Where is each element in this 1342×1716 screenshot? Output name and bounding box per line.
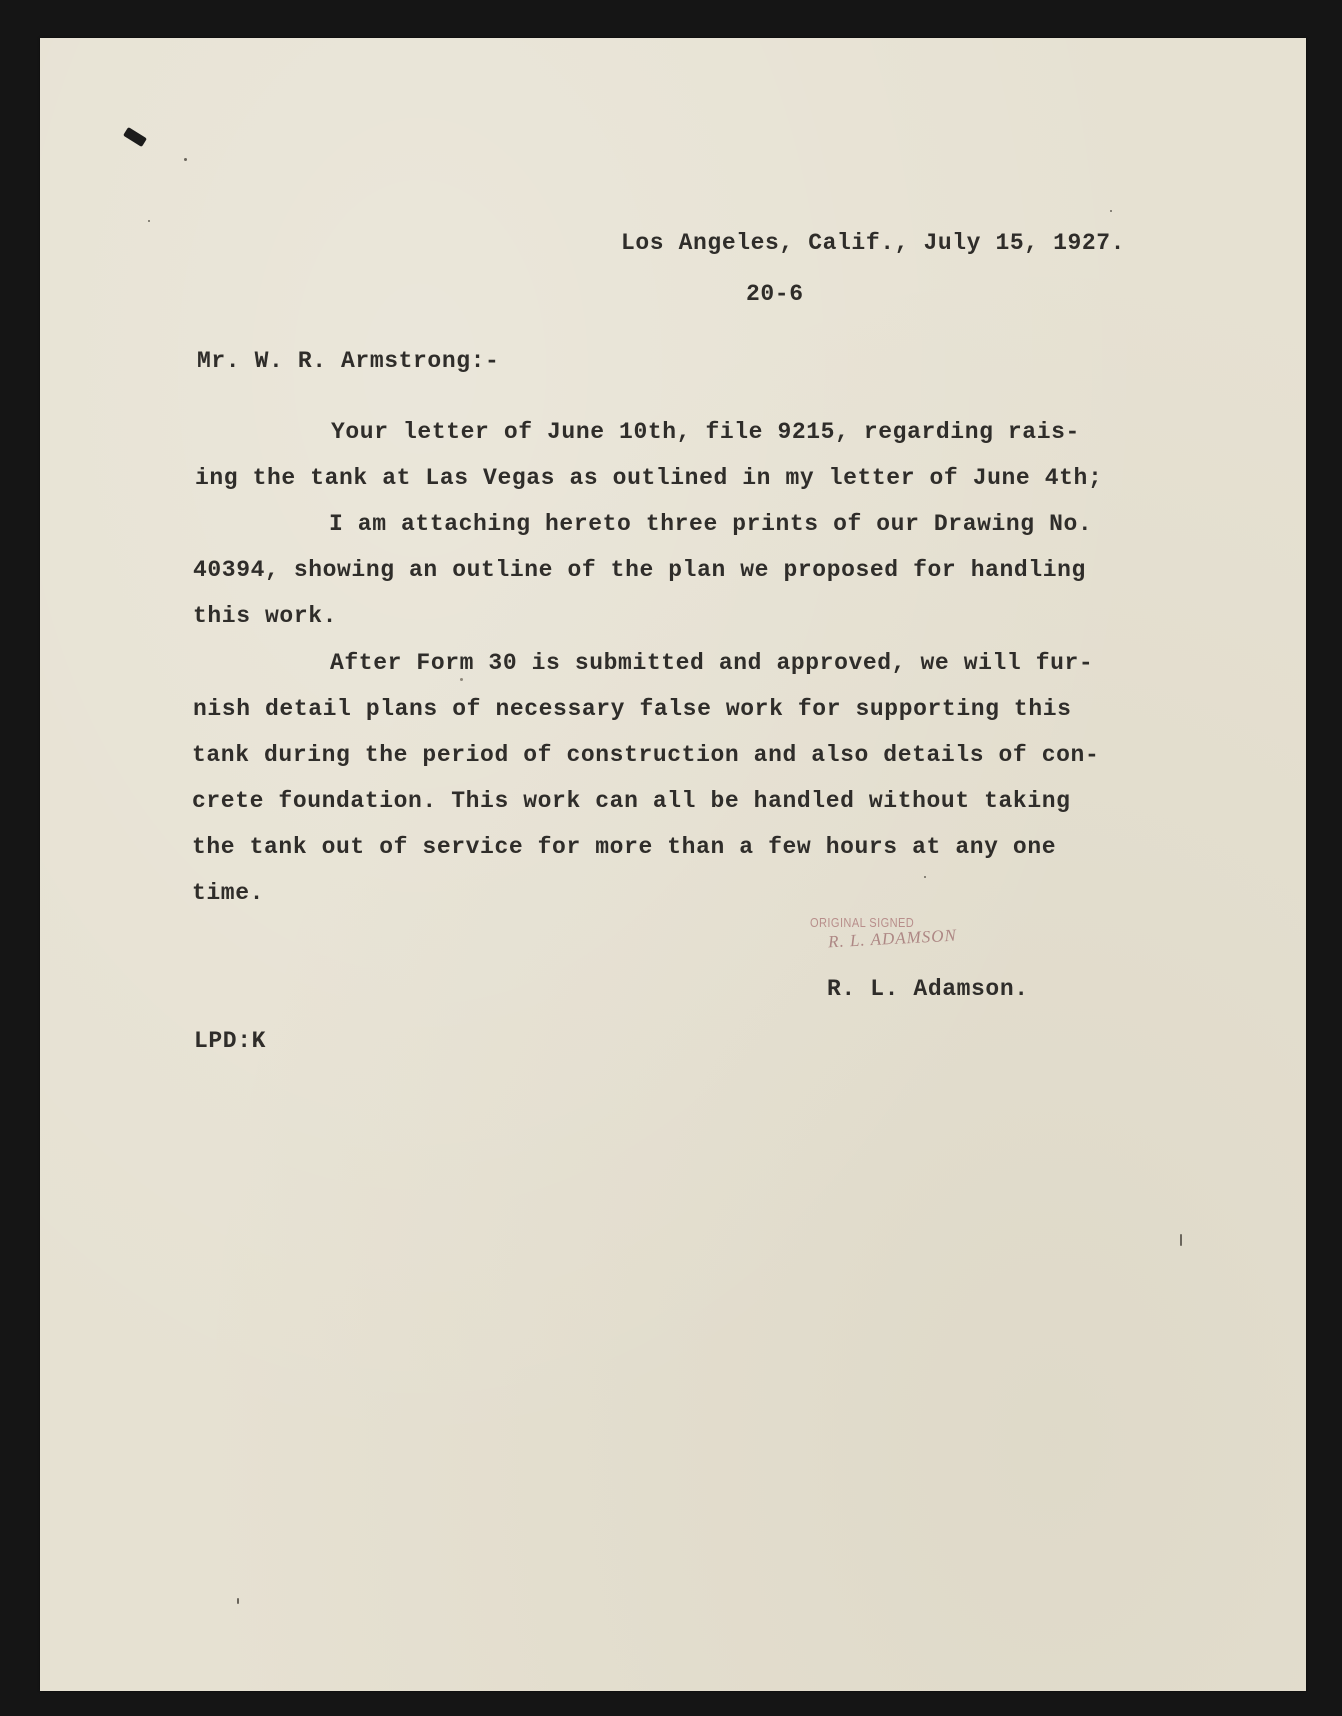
body-line-6: After Form 30 is submitted and approved, we will fur- [330,650,1094,676]
body-line-5: this work. [193,603,338,629]
salutation: Mr. W. R. Armstrong:- [197,348,500,374]
stamp-signer-name: R. L. ADAMSON [827,925,958,952]
body-line-9: crete foundation. This work can all be handled without taking [192,788,1071,814]
paper-speck [460,678,463,681]
body-line-7: nish detail plans of necessary false work for supporting this [193,696,1072,722]
stamp-original-signed: ORIGINAL SIGNED [810,915,915,930]
signature-name: R. L. Adamson. [827,976,1029,1002]
body-line-11: time. [192,880,265,906]
body-line-1: Your letter of June 10th, file 9215, regarding rais- [331,419,1080,445]
paper-speck [1110,210,1112,212]
paper-speck [1180,1234,1182,1246]
body-line-4: 40394, showing an outline of the plan we proposed for handling [193,557,1086,583]
reference-initials: LPD:K [194,1028,267,1054]
body-line-2: ing the tank at Las Vegas as outlined in my letter of June 4th; [195,465,1103,491]
body-line-3: I am attaching hereto three prints of our Drawing No. [329,511,1093,537]
body-line-8: tank during the period of construction and also details of con- [192,742,1100,768]
paper-speck [184,158,187,161]
place-date: Los Angeles, Calif., July 15, 1927. [621,230,1126,256]
ink-mark-icon [123,127,147,147]
file-reference: 20-6 [746,281,804,307]
letter-page [40,38,1306,1691]
paper-speck [148,220,150,222]
paper-speck [237,1598,239,1604]
paper-speck [924,876,926,878]
body-line-10: the tank out of service for more than a few hours at any one [192,834,1057,860]
